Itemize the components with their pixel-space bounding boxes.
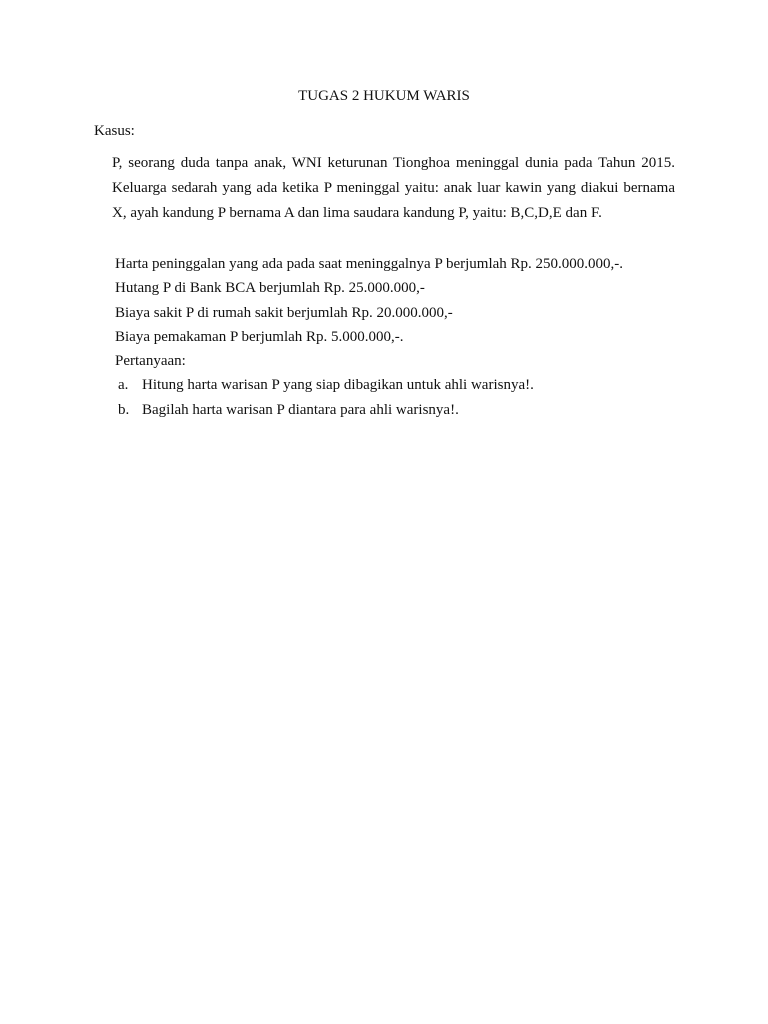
detail-funeral-cost: Biaya pemakaman P berjumlah Rp. 5.000.000,-. [115, 328, 404, 345]
question-text: Hitung harta warisan P yang siap dibagikan untuk ahli warisnya!. [142, 377, 534, 394]
question-marker: b. [118, 401, 130, 418]
case-details [115, 252, 685, 422]
case-paragraph: P, seorang duda tanpa anak, WNI keturunan Tionghoa meninggal dunia pada Tahun 2015. Keluarga sedarah yang ada ketika P meninggal yaitu: anak luar kawin yang diakui bernama X, ayah kandung P bernama A dan lima saudara kandung P, yaitu: B,C,D,E dan F. [112, 155, 675, 221]
question-text: Bagilah harta warisan P diantara para ahli warisnya!. [142, 401, 459, 418]
case-label: Kasus: [94, 123, 135, 139]
detail-bank-debt: Hutang P di Bank BCA berjumlah Rp. 25.000.000,- [115, 280, 425, 297]
detail-hospital-cost: Biaya sakit P di rumah sakit berjumlah Rp. 20.000.000,- [115, 304, 453, 321]
detail-estate-value: Harta peninggalan yang ada pada saat meninggalnya P berjumlah Rp. 250.000.000,-. [115, 256, 624, 272]
questions-label: Pertanyaan: [115, 353, 186, 370]
question-item-b [115, 398, 685, 422]
question-marker: a. [118, 377, 129, 394]
document-title: TUGAS 2 HUKUM WARIS [298, 88, 470, 104]
question-item-a [115, 373, 685, 397]
